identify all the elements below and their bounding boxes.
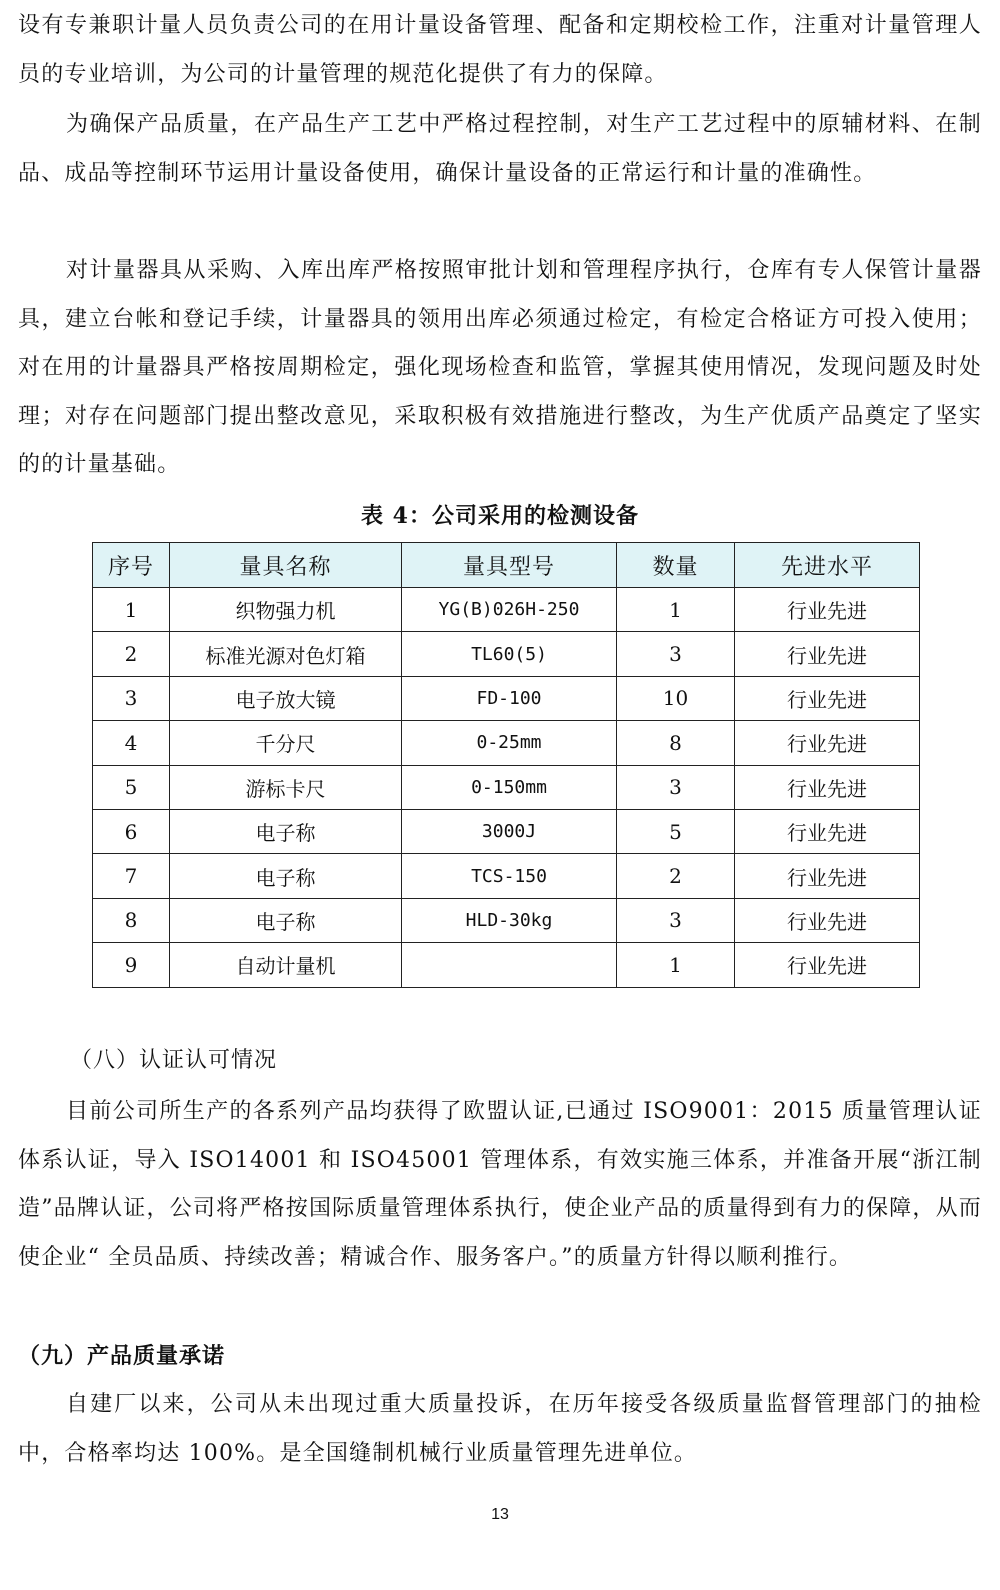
equipment-table [92, 542, 920, 988]
cell-level: 行业先进 [735, 809, 920, 853]
cell-index: 9 [93, 943, 170, 987]
cell-quantity: 10 [617, 676, 735, 720]
cell-model: TL60(5) [402, 632, 617, 676]
table-row [93, 898, 920, 942]
cell-quantity: 5 [617, 809, 735, 853]
cell-quantity: 1 [617, 943, 735, 987]
cell-name: 千分尺 [170, 721, 402, 765]
paragraph-quality-commitment: 自建厂以来，公司从未出现过重大质量投诉，在历年接受各级质量监督管理部门的抽检中，合格率均达 100%。是全国缝制机械行业质量管理先进单位。 [18, 1392, 982, 1466]
cell-quantity: 1 [617, 588, 735, 632]
cell-quantity: 3 [617, 632, 735, 676]
paragraph-process-control: 为确保产品质量，在产品生产工艺中严格过程控制，对生产工艺过程中的原辅材料、在制品、成品等控制环节运用计量设备使用，确保计量设备的正常运行和计量的准确性。 [18, 112, 982, 186]
section-heading-quality-commitment: （九）产品质量承诺 [18, 1343, 226, 1369]
cell-name: 标准光源对色灯箱 [170, 632, 402, 676]
cell-name: 自动计量机 [170, 943, 402, 987]
cell-index: 4 [93, 721, 170, 765]
cell-name: 游标卡尺 [170, 765, 402, 809]
cell-model [402, 943, 617, 987]
header-cell-name: 量具名称 [170, 543, 402, 588]
cell-level: 行业先进 [735, 676, 920, 720]
cell-level: 行业先进 [735, 588, 920, 632]
paragraph-certification: 目前公司所生产的各系列产品均获得了欧盟认证,已通过 ISO9001：2015 质量管理认证体系认证，导入 ISO14001 和 ISO45001 管理体系，有效实施三体系，并准备开展“浙江制造”品牌认证，公司将严格按国际质量管理体系执行，使企业产品的质量得到有力的保障，从而使企业“ 全员品质、持续改善；精诚合作、服务客户。”的质量方针得以顺利推行。 [18, 1099, 982, 1270]
table-row [93, 943, 920, 987]
cell-index: 6 [93, 809, 170, 853]
cell-level: 行业先进 [735, 854, 920, 898]
cell-name: 电子称 [170, 809, 402, 853]
cell-index: 2 [93, 632, 170, 676]
table-row [93, 676, 920, 720]
table-caption: 表 4：公司采用的检测设备 [361, 503, 639, 529]
table-row [93, 632, 920, 676]
cell-level: 行业先进 [735, 632, 920, 676]
cell-model: YG(B)026H-250 [402, 588, 617, 632]
paragraph-metrology-staff: 设有专兼职计量人员负责公司的在用计量设备管理、配备和定期校检工作，注重对计量管理人员的专业培训，为公司的计量管理的规范化提供了有力的保障。 [18, 13, 982, 87]
cell-index: 1 [93, 588, 170, 632]
table-row [93, 588, 920, 632]
section-heading-certification: （八）认证认可情况 [70, 1048, 278, 1073]
cell-quantity: 8 [617, 721, 735, 765]
cell-model: 3000J [402, 809, 617, 853]
cell-model: FD-100 [402, 676, 617, 720]
paragraph-instrument-management: 对计量器具从采购、入库出库严格按照审批计划和管理程序执行，仓库有专人保管计量器具，建立台帐和登记手续，计量器具的领用出库必须通过检定，有检定合格证方可投入使用；对在用的计量器具严格按周期检定，强化现场检查和监管，掌握其使用情况，发现问题及时处理；对存在问题部门提出整改意见，采取积极有效措施进行整改，为生产优质产品奠定了坚实的的计量基础。 [18, 258, 982, 477]
cell-quantity: 3 [617, 898, 735, 942]
page-number: 13 [491, 1506, 509, 1523]
cell-model: TCS-150 [402, 854, 617, 898]
table-row [93, 765, 920, 809]
cell-model: 0-25mm [402, 721, 617, 765]
cell-level: 行业先进 [735, 898, 920, 942]
table-row [93, 809, 920, 853]
cell-quantity: 2 [617, 854, 735, 898]
table-row [93, 854, 920, 898]
cell-name: 织物强力机 [170, 588, 402, 632]
cell-index: 3 [93, 676, 170, 720]
cell-model: HLD-30kg [402, 898, 617, 942]
cell-index: 5 [93, 765, 170, 809]
cell-level: 行业先进 [735, 943, 920, 987]
table-row [93, 721, 920, 765]
cell-index: 8 [93, 898, 170, 942]
header-cell-model: 量具型号 [402, 543, 617, 588]
cell-level: 行业先进 [735, 765, 920, 809]
header-cell-quantity: 数量 [617, 543, 735, 588]
cell-quantity: 3 [617, 765, 735, 809]
cell-index: 7 [93, 854, 170, 898]
cell-name: 电子放大镜 [170, 676, 402, 720]
header-cell-index: 序号 [93, 543, 170, 588]
cell-level: 行业先进 [735, 721, 920, 765]
cell-name: 电子称 [170, 854, 402, 898]
table-header-row [93, 543, 920, 588]
cell-model: 0-150mm [402, 765, 617, 809]
header-cell-level: 先进水平 [735, 543, 920, 588]
cell-name: 电子称 [170, 898, 402, 942]
